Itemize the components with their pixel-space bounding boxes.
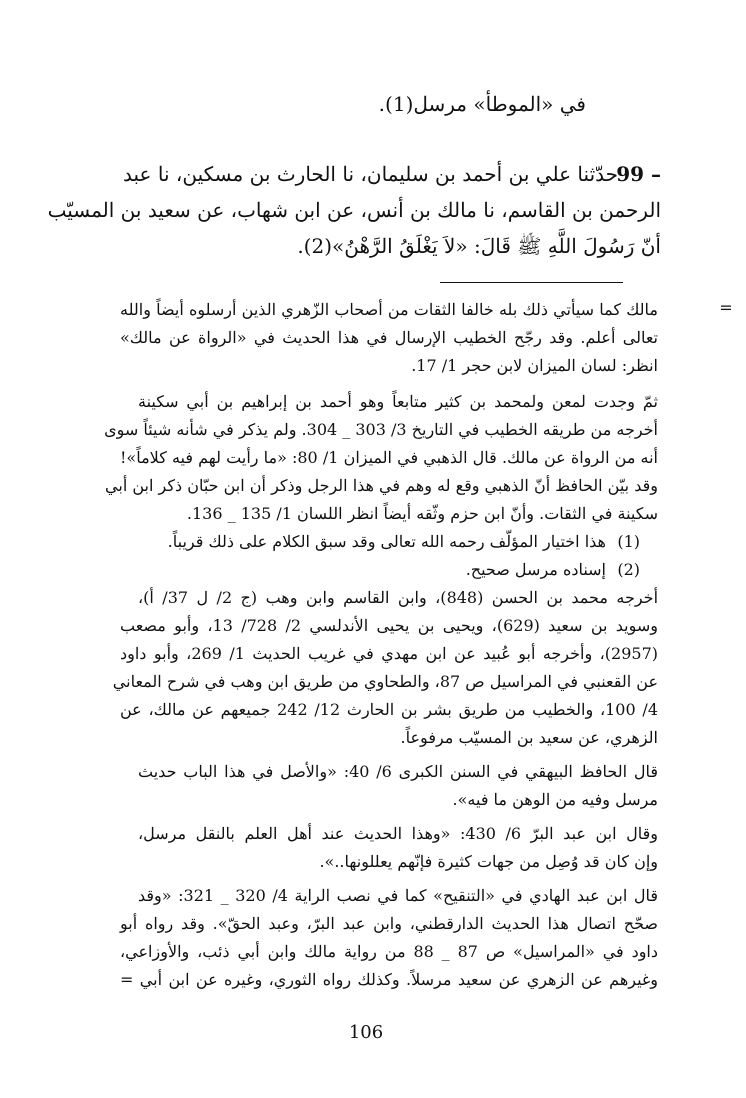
hadith-line-3: أنّ رَسُولَ اللَّهِ ﷺ قَالَ: «لاَ يَغْلَقُ الرَّهْنُ»(2). bbox=[297, 234, 661, 258]
footnote-2-line: عن القعنبي في المراسيل ص 87، والطحاوي من طريق ابن وهب في شرح المعاني bbox=[112, 672, 658, 691]
footnote-2-line: قال الحافظ البيهقي في السنن الكبرى 6/ 40: «والأصل في هذا الباب حديث bbox=[138, 762, 658, 781]
footnote-continuation-line: وقد بيّن الحافظ أنّ الذهبي وقع له وهم في هذا الرجل وذكر أن ابن حبّان ذكر ابن أبي bbox=[105, 476, 658, 495]
continuation-mark: = bbox=[719, 298, 733, 317]
hadith-line-2: الرحمن بن القاسم، نا مالك بن أنس، عن ابن شهاب، عن سعيد بن المسيّب bbox=[47, 198, 661, 222]
footnote-2-line: الزهري، عن سعيد بن المسيّب مرفوعاً. bbox=[400, 728, 658, 747]
footnote-2-line: أخرجه محمد بن الحسن (848)، وابن القاسم وابن وهب (ج 2/ ل 37/ أ)، bbox=[138, 588, 659, 607]
footnote-2-line: مرسل وفيه من الوهن ما فيه». bbox=[452, 790, 658, 809]
footnote-2-line: إسناده مرسل صحيح. bbox=[465, 560, 606, 579]
footnote-2-marker: (2) bbox=[617, 560, 640, 579]
footnote-2-line: وسويد بن سعيد (629)، ويحيى بن يحيى الأندلسي 2/ 728/ 13، وأبو مصعب bbox=[120, 616, 659, 635]
footnote-2-line: صحّح اتصال هذا الحديث الدارقطني، وابن عبد البرّ، وعبد الحقّ». وقد رواه أبو bbox=[120, 914, 658, 933]
footnote-continuation-line: انظر: لسان الميزان لابن حجر 1/ 17. bbox=[411, 356, 658, 375]
footnote-2-line: وقال ابن عبد البرّ 6/ 430: «وهذا الحديث عند أهل العلم بالنقل مرسل، bbox=[138, 824, 659, 843]
intro-line: في «الموطأ» مرسل(1). bbox=[378, 92, 586, 116]
footnote-2-line: وغيرهم عن الزهري عن سعيد مرسلاً. وكذلك رواه الثوري، وغيره عن ابن أبي = bbox=[120, 970, 658, 989]
footnote-continuation-line: تعالى أعلم. وقد رجّح الخطيب الإرسال في هذا الحديث في «الرواة عن مالك» bbox=[120, 328, 658, 347]
footnote-separator bbox=[440, 282, 623, 283]
footnote-2-line: (2957)، وأخرجه أبو عُبيد عن ابن مهدي في غريب الحديث 1/ 269، وأبو داود bbox=[120, 644, 658, 663]
footnote-continuation-line: مالك كما سيأتي ذلك بله خالفا الثقات من أصحاب الزّهري الذين أرسلوه أيضاً والله bbox=[120, 300, 658, 319]
footnote-2-line: 4/ 100، والخطيب من طريق بشر بن الحارث 12/ 242 جميعهم عن مالك، عن bbox=[120, 700, 658, 719]
hadith-line-1: حدّثنا علي بن أحمد بن سليمان، نا الحارث بن مسكين، نا عبد bbox=[123, 162, 618, 186]
footnote-1-marker: (1) bbox=[617, 532, 640, 551]
footnote-2-line: وإن كان قد وُصِل من جهات كثيرة فإنّهم يعللونها..». bbox=[319, 852, 658, 871]
footnote-continuation-line: أخرجه من طريقه الخطيب في التاريخ 3/ 303 _ 304. ولم يذكر في شأنه شيئاً سوى bbox=[104, 420, 658, 439]
footnote-continuation-line: سكينة في الثقات. وأنّ ابن حزم وثّقه أيضاً انظر اللسان 1/ 135 _ 136. bbox=[186, 504, 658, 523]
footnote-continuation-line: ثمّ وجدت لمعن ولمحمد بن كثير متابعاً وهو أحمد بن إبراهيم بن أبي سكينة bbox=[138, 392, 658, 411]
hadith-number: 99 – bbox=[616, 162, 661, 186]
footnote-continuation-line: أنه من الرواة عن مالك. قال الذهبي في الميزان 1/ 80: «ما رأيت لهم فيه كلاماً»! bbox=[120, 448, 659, 467]
footnote-1-text: هذا اختيار المؤلّف رحمه الله تعالى وقد سبق الكلام على ذلك قريباً. bbox=[167, 532, 606, 551]
footnote-2-line: قال ابن عبد الهادي في «التنقيح» كما في نصب الراية 4/ 320 _ 321: «وقد bbox=[138, 886, 659, 905]
page-number: 106 bbox=[348, 1022, 384, 1043]
footnote-2-line: داود في «المراسيل» ص 87 _ 88 من رواية مالك وابن أبي ذئب، والأوزاعي، bbox=[120, 942, 659, 961]
